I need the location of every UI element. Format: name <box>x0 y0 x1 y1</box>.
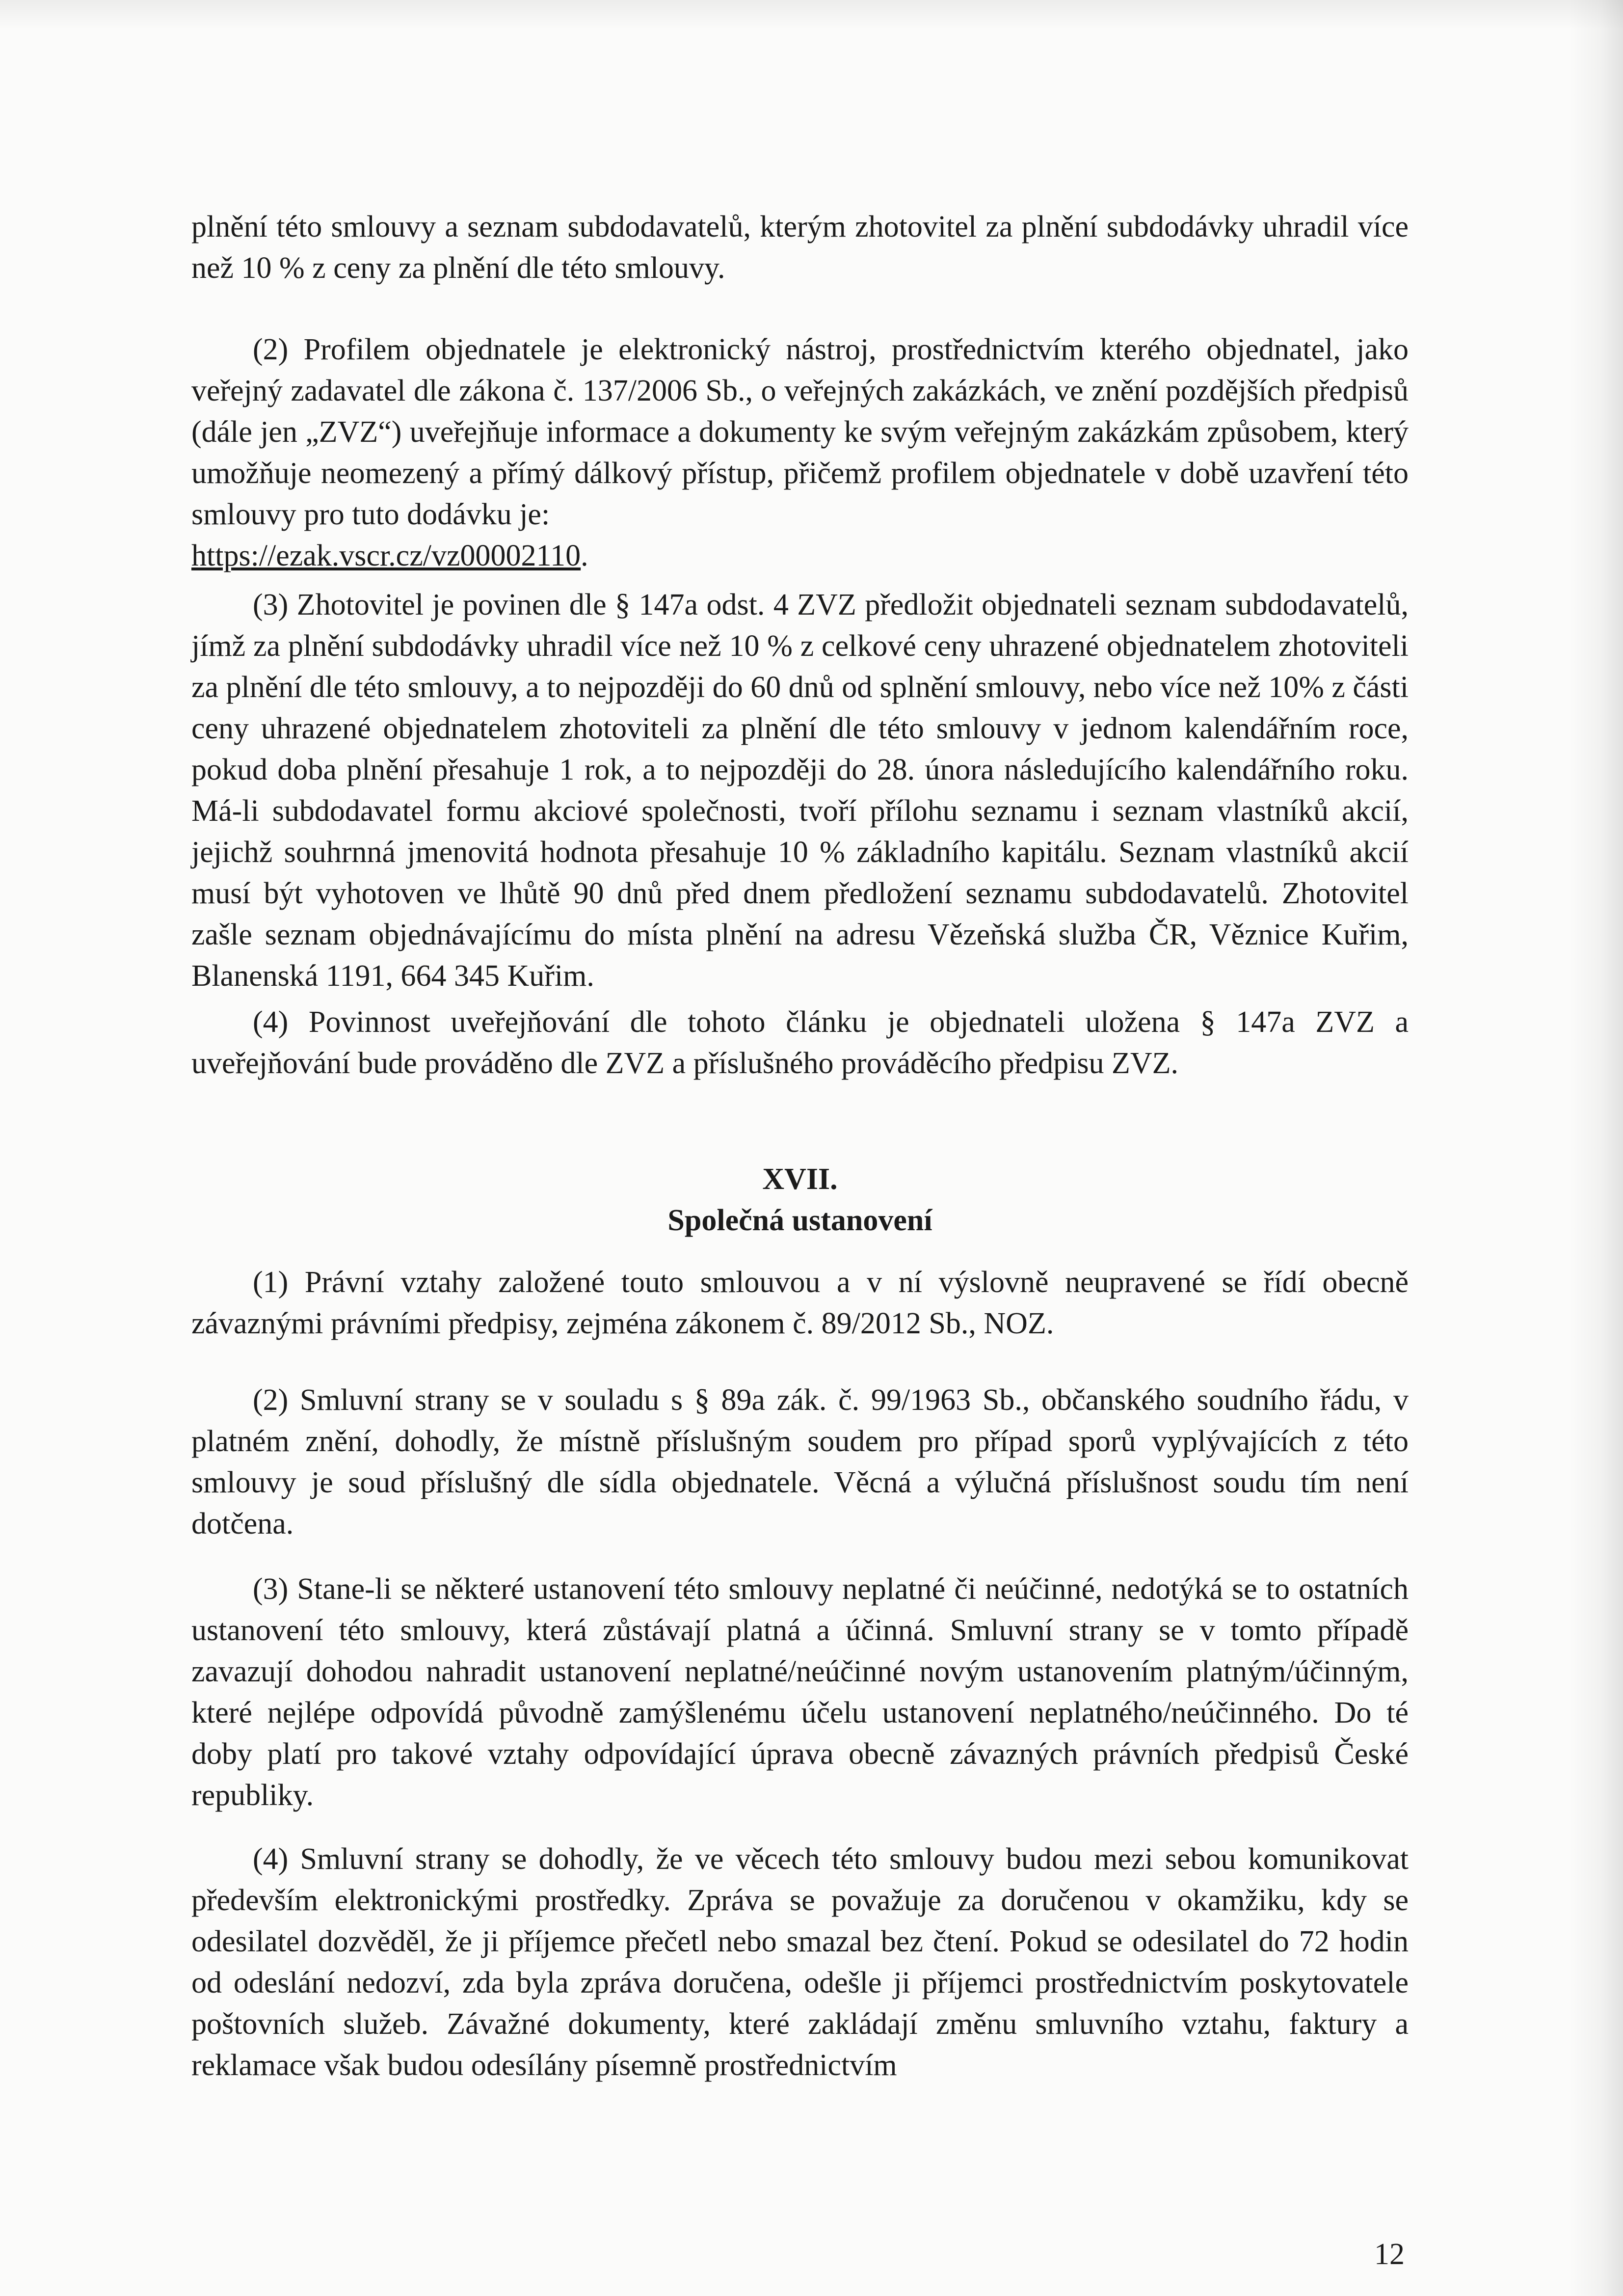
scan-top-shadow <box>0 0 1623 29</box>
paragraph-clause-3: (3) Zhotovitel je povinen dle § 147a odst. 4 ZVZ předložit objednateli seznam subdodavatelů, jímž za plnění subdodávky uhradil více než 10 % z celkové ceny uhrazené objednatelem zhotoviteli za plnění dle této smlouvy, a to nejpozději do 60 dnů od splnění smlouvy, nebo více než 10% z části ceny uhrazené objednatelem zhotoviteli za plnění dle této smlouvy v jednom kalendářním roce, pokud doba plnění přesahuje 1 rok, a to nejpozději do 28. února následujícího kalendářního roku. Má-li subdodavatel formu akciové společnosti, tvoří přílohu seznamu i seznam vlastníků akcií, jejichž souhrnná jmenovitá hodnota přesahuje 10 % základního kapitálu. Seznam vlastníků akcií musí být vyhotoven ve lhůtě 90 dnů před dnem předložení seznamu subdodavatelů. Zhotovitel zašle seznam objednávajícímu do místa plnění na adresu Vězeňská služba ČR, Věznice Kuřim, Blanenská 1191, 664 345 Kuřim. <box>191 588 1409 993</box>
section-title: Společná ustanovení <box>667 1204 932 1237</box>
page-number: 12 <box>1374 2238 1405 2271</box>
paragraph-clause-4: (4) Povinnost uveřejňování dle tohoto článku je objednateli uložena § 147a ZVZ a uveřejňování bude prováděno dle ZVZ a příslušného prováděcího předpisu ZVZ. <box>191 1005 1409 1080</box>
profile-link[interactable]: https://ezak.vscr.cz/vz00002110 <box>191 539 581 572</box>
section-number: XVII. <box>762 1162 838 1196</box>
scan-edge-shadow <box>1569 0 1623 2296</box>
paragraph-common-1: (1) Právní vztahy založené touto smlouvou a v ní výslovně neupravené se řídí obecně závaznými právními předpisy, zejména zákonem č. 89/2012 Sb., NOZ. <box>191 1266 1409 1340</box>
clause-2-text: (2) Profilem objednatele je elektronický nástroj, prostřednictvím kterého objednatel, jako veřejný zadavatel dle zákona č. 137/2006 Sb., o veřejných zakázkách, ve znění pozdějších předpisů (dále jen „ZVZ“) uveřejňuje informace a dokumenty ke svým veřejným zakázkám způsobem, který umožňuje neomezený a přímý dálkový přístup, přičemž profilem objednatele v době uzavření této smlouvy pro tuto dodávku je: <box>191 333 1409 531</box>
paragraph-clause-2 <box>191 329 1409 576</box>
paragraph-common-2: (2) Smluvní strany se v souladu s § 89a zák. č. 99/1963 Sb., občanského soudního řádu, v platném znění, dohodly, že místně příslušným soudem pro případ sporů vyplývajících z této smlouvy je soud příslušný dle sídla objednatele. Věcná a výlučná příslušnost soudu tím není dotčena. <box>191 1383 1409 1540</box>
paragraph-common-4: (4) Smluvní strany se dohodly, že ve věcech této smlouvy budou mezi sebou komunikovat především elektronickými prostředky. Zpráva se považuje za doručenou v okamžiku, kdy se odesilatel dozvěděl, že ji příjemce přečetl nebo smazal bez čtení. Pokud se odesilatel do 72 hodin od odeslání nedozví, zda byla zpráva doručena, odešle ji příjemci prostřednictvím poskytovatele poštovních služeb. Závažné dokumenty, které zakládají změnu smluvního vztahu, faktury a reklamace však budou odesílány písemně prostřednictvím <box>191 1842 1409 2082</box>
section-heading <box>191 1159 1409 1241</box>
clause-2-link-suffix: . <box>581 539 588 572</box>
paragraph-intro: plnění této smlouvy a seznam subdodavatelů, kterým zhotovitel za plnění subdodávky uhradil více než 10 % z ceny za plnění dle této smlouvy. <box>191 210 1409 285</box>
paragraph-common-3: (3) Stane-li se některé ustanovení této smlouvy neplatné či neúčinné, nedotýká se to ostatních ustanovení této smlouvy, která zůstávají platná a účinná. Smluvní strany se v tomto případě zavazují dohodou nahradit ustanovení neplatné/neúčinné novým ustanovením platným/účinným, které nejlépe odpovídá původně zamýšlenému účelu ustanovení neplatného/neúčinného. Do té doby platí pro takové vztahy odpovídající úprava obecně závazných právních předpisů České republiky. <box>191 1572 1409 1812</box>
